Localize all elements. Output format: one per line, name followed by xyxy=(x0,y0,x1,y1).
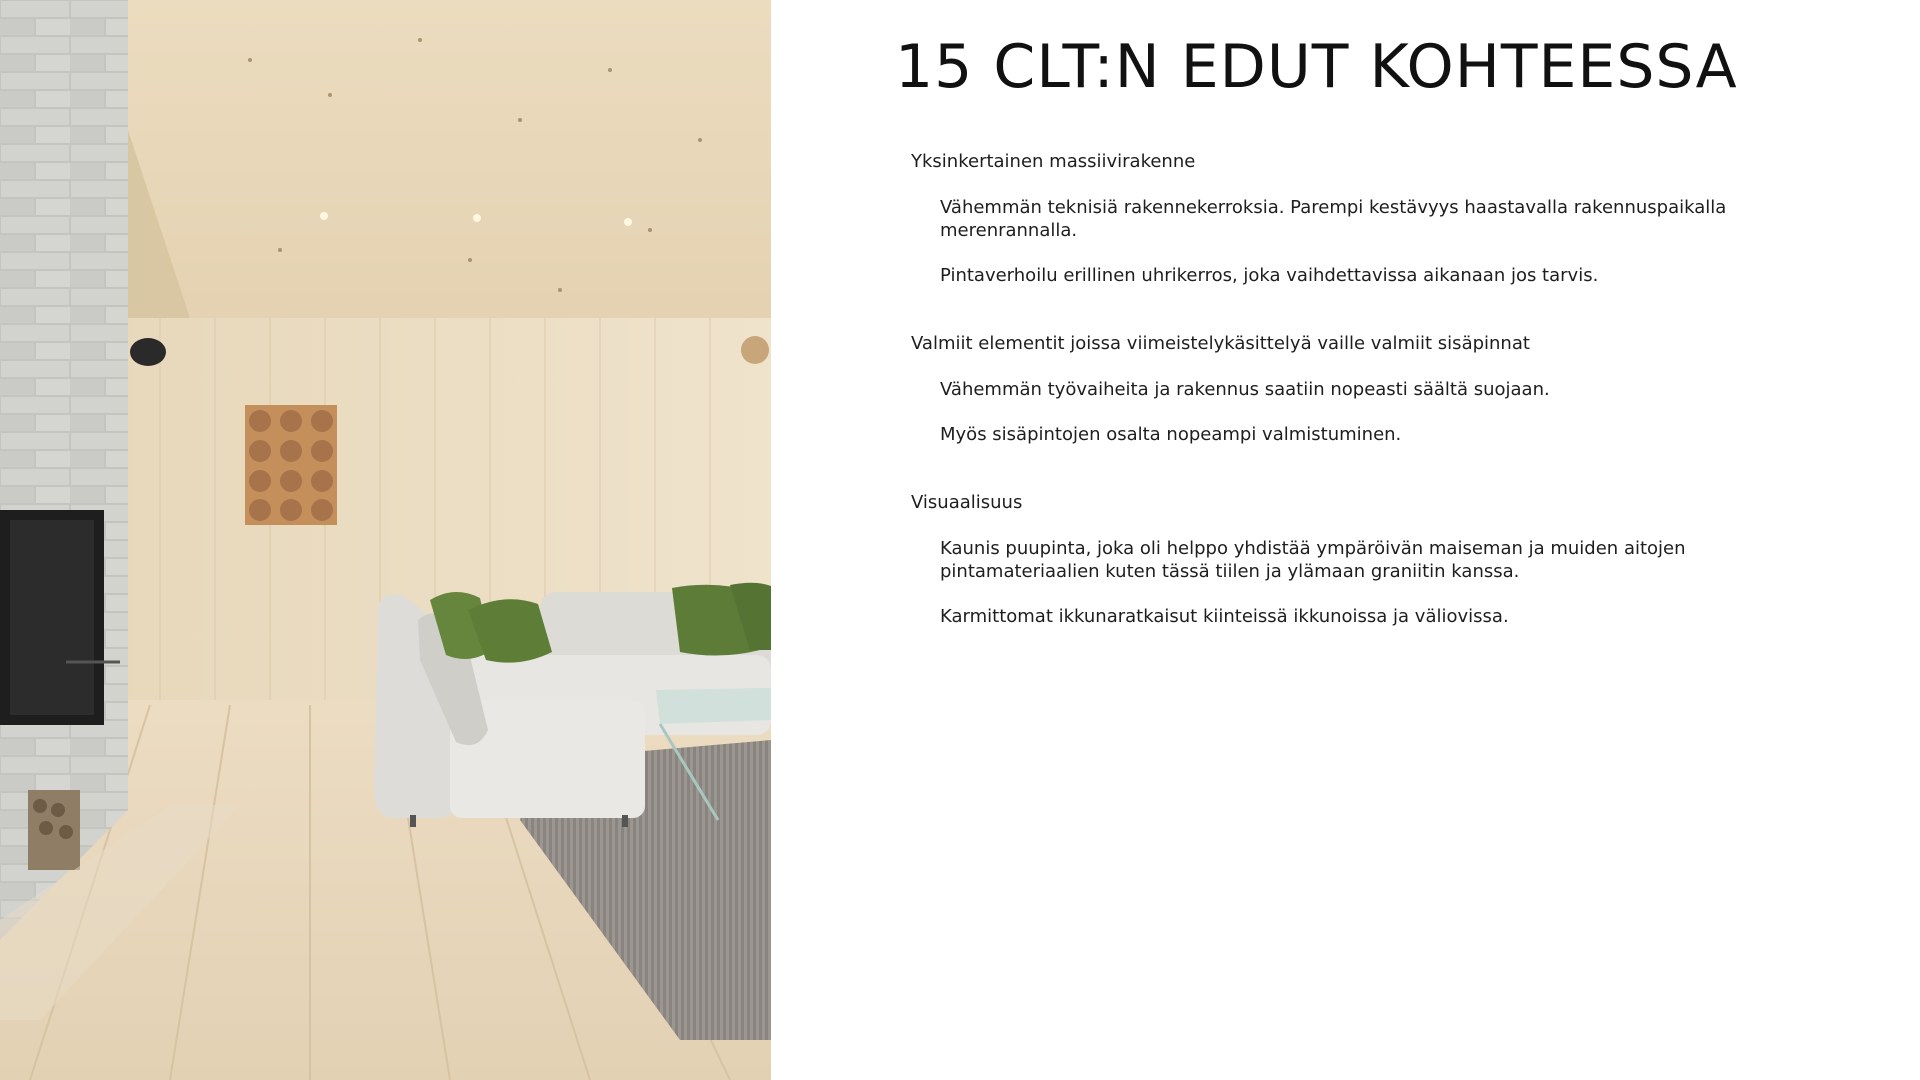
section-point: Kaunis puupinta, joka oli helppo yhdistää ympäröivän maiseman ja muiden aitojen pintamateriaalien kuten tässä tiilen ja ylämaan graniitin kanssa. xyxy=(940,538,1686,582)
section-point: Pintaverhoilu erillinen uhrikerros, joka vaihdettavissa aikanaan jos tarvis. xyxy=(940,265,1599,286)
slide-title: 15 CLT:N EDUT KOHTEESSA xyxy=(895,32,1738,102)
benefit-sections xyxy=(911,150,1811,673)
section-heading: Visuaalisuus xyxy=(911,492,1023,513)
section-visuality xyxy=(911,491,1811,628)
section-point: Karmittomat ikkunaratkaisut kiinteissä ikkunoissa ja väliovissa. xyxy=(940,606,1509,627)
interior-photo xyxy=(0,0,771,1080)
section-point: Vähemmän työvaiheita ja rakennus saatiin nopeasti säältä suojaan. xyxy=(940,379,1550,400)
slide-content xyxy=(895,0,1895,1080)
section-point: Myös sisäpintojen osalta nopeampi valmistuminen. xyxy=(940,424,1402,445)
section-point: Vähemmän teknisiä rakennekerroksia. Parempi kestävyys haastavalla rakennuspaikalla merenrannalla. xyxy=(940,197,1727,241)
section-solid-structure xyxy=(911,150,1811,287)
section-heading: Yksinkertainen massiivirakenne xyxy=(911,151,1196,172)
section-prefab-elements xyxy=(911,332,1811,446)
section-heading: Valmiit elementit joissa viimeistelykäsittelyä vaille valmiit sisäpinnat xyxy=(911,333,1530,354)
